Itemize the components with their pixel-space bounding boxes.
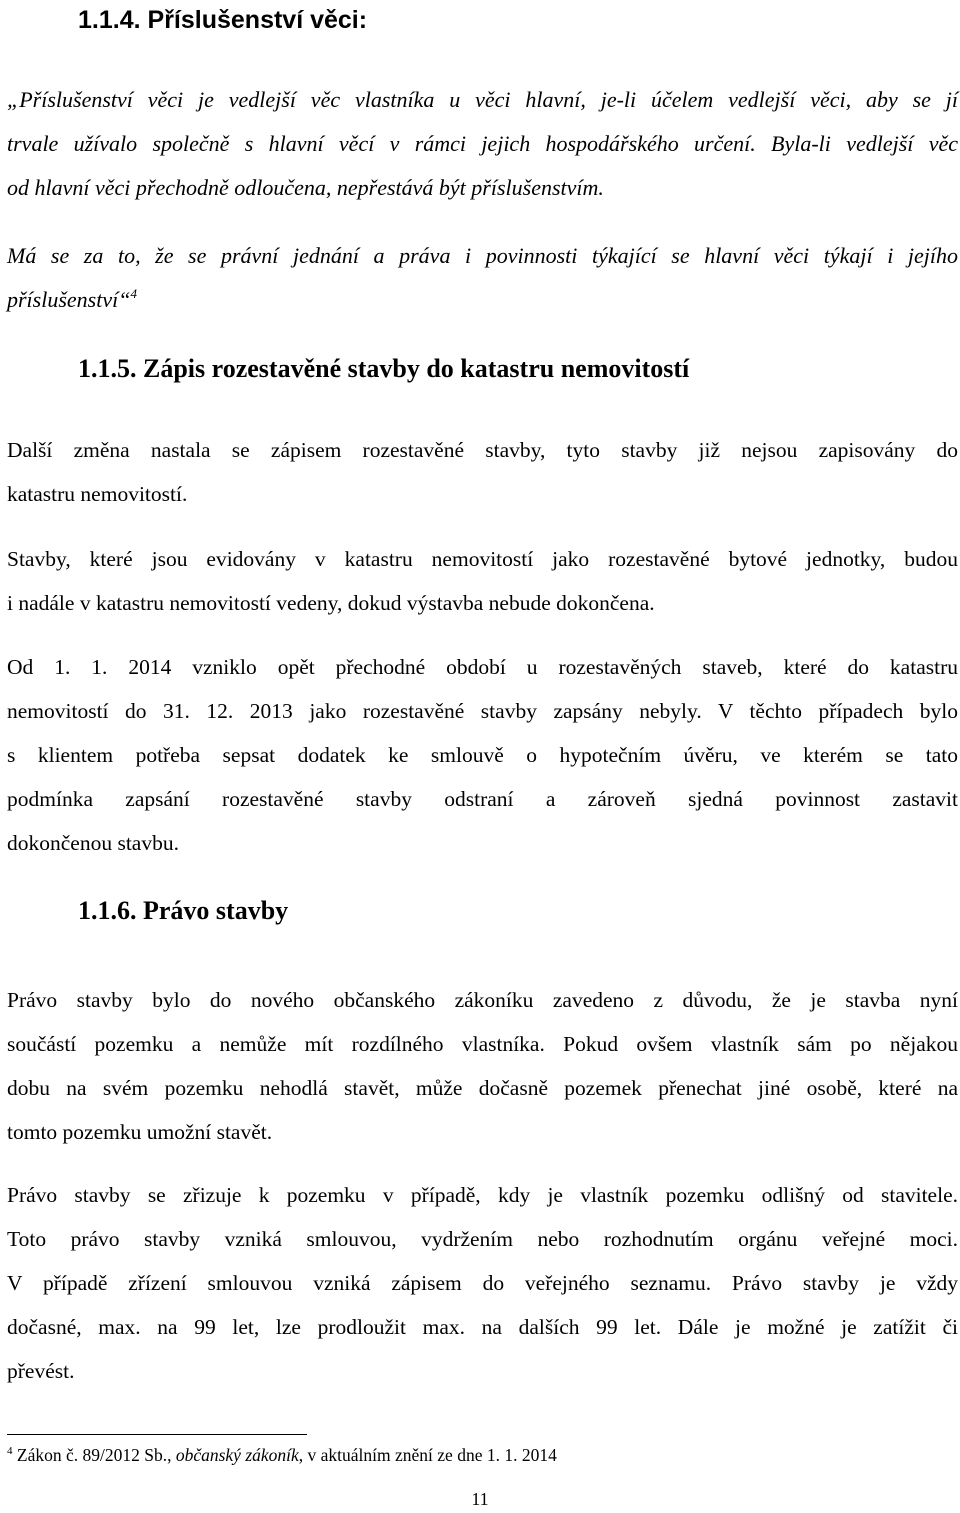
text-line: dokončenou stavbu. <box>7 831 179 855</box>
paragraph-pravo-1 <box>7 978 958 1154</box>
heading-number: 1.1.5. <box>78 354 137 383</box>
footnote-mark: 4 <box>7 1445 13 1457</box>
footnote <box>7 1444 557 1466</box>
text-line: nemovitostí do 31. 12. 2013 jako rozestavěné stavby zapsány nebyly. V těchto případech bylo <box>7 699 958 723</box>
text-line: součástí pozemku a nemůže mít rozdílného vlastníka. Pokud ovšem vlastník sám po nějakou <box>7 1032 958 1056</box>
paragraph-dalsi <box>7 428 958 516</box>
text-line: Od 1. 1. 2014 vzniklo opět přechodné období u rozestavěných staveb, které do katastru <box>7 655 958 679</box>
paragraph-od <box>7 645 958 865</box>
paragraph-stavby <box>7 537 958 625</box>
text-line: katastru nemovitostí. <box>7 482 188 506</box>
quote-paragraph <box>7 78 958 210</box>
text-line: Stavby, které jsou evidovány v katastru nemovitostí jako rozestavěné bytové jednotky, budou <box>7 547 958 571</box>
footnote-law-name: občanský zákoník <box>175 1445 299 1465</box>
text-line: trvale užívalo společně s hlavní věcí v rámci jejich hospodářského určení. Byla-li vedlejší věc <box>7 131 958 156</box>
heading-1-1-4 <box>78 5 367 35</box>
text-line: převést. <box>7 1359 75 1383</box>
text-line: s klientem potřeba sepsat dodatek ke smlouvě o hypotečním úvěru, ve kterém se tato <box>7 743 958 767</box>
text-line: Má se za to, že se právní jednání a práva i povinnosti týkající se hlavní věci týkají i jejího <box>7 243 958 268</box>
text-line: tomto pozemku umožní stavět. <box>7 1120 273 1144</box>
footnote-separator <box>7 1434 307 1435</box>
text-line: podmínka zapsání rozestavěné stavby odstraní a zároveň sjedná povinnost zastavit <box>7 787 958 811</box>
text-line: „Příslušenství věci je vedlejší věc vlastníka u věci hlavní, je-li účelem vedlejší věci, aby se jí <box>7 87 958 112</box>
footnote-reference: 4 <box>130 286 137 301</box>
footnote-text: Zákon č. 89/2012 Sb., <box>16 1445 172 1465</box>
text-line <box>7 278 958 322</box>
text-line: i nadále v katastru nemovitostí vedeny, dokud výstavba nebude dokončena. <box>7 591 655 615</box>
text-line: dobu na svém pozemku nehodlá stavět, může dočasně pozemek přenechat jiné osobě, které na <box>7 1076 958 1100</box>
paragraph-pravo-2 <box>7 1173 958 1393</box>
heading-title: Právo stavby <box>143 896 289 925</box>
heading-title: Zápis rozestavěné stavby do katastru nemovitostí <box>143 354 690 383</box>
heading-number: 1.1.4. <box>78 6 141 34</box>
text-line: dočasné, max. na 99 let, lze prodloužit max. na dalších 99 let. Dále je možné je zatížit či <box>7 1315 958 1339</box>
text-line: Toto právo stavby vzniká smlouvou, vydržením nebo rozhodnutím orgánu veřejné moci. <box>7 1227 958 1251</box>
heading-1-1-6 <box>78 896 288 926</box>
text-line: V případě zřízení smlouvou vzniká zápisem do veřejného seznamu. Právo stavby je vždy <box>7 1271 958 1295</box>
text-line-content: příslušenství“ <box>7 287 131 312</box>
heading-title: Příslušenství věci: <box>147 6 368 34</box>
text-line: Další změna nastala se zápisem rozestavěné stavby, tyto stavby již nejsou zapisovány do <box>7 438 958 462</box>
heading-number: 1.1.6. <box>78 896 137 925</box>
text-line: od hlavní věci přechodně odloučena, nepřestává být příslušenstvím. <box>7 175 604 200</box>
heading-1-1-5 <box>78 354 689 384</box>
quote-paragraph-2 <box>7 234 958 322</box>
footnote-text-tail: , v aktuálním znění ze dne 1. 1. 2014 <box>298 1445 557 1465</box>
text-line: Právo stavby se zřizuje k pozemku v případě, kdy je vlastník pozemku odlišný od stavitele. <box>7 1183 958 1207</box>
text-line: Právo stavby bylo do nového občanského zákoníku zavedeno z důvodu, že je stavba nyní <box>7 988 958 1012</box>
page-number: 11 <box>471 1489 489 1509</box>
